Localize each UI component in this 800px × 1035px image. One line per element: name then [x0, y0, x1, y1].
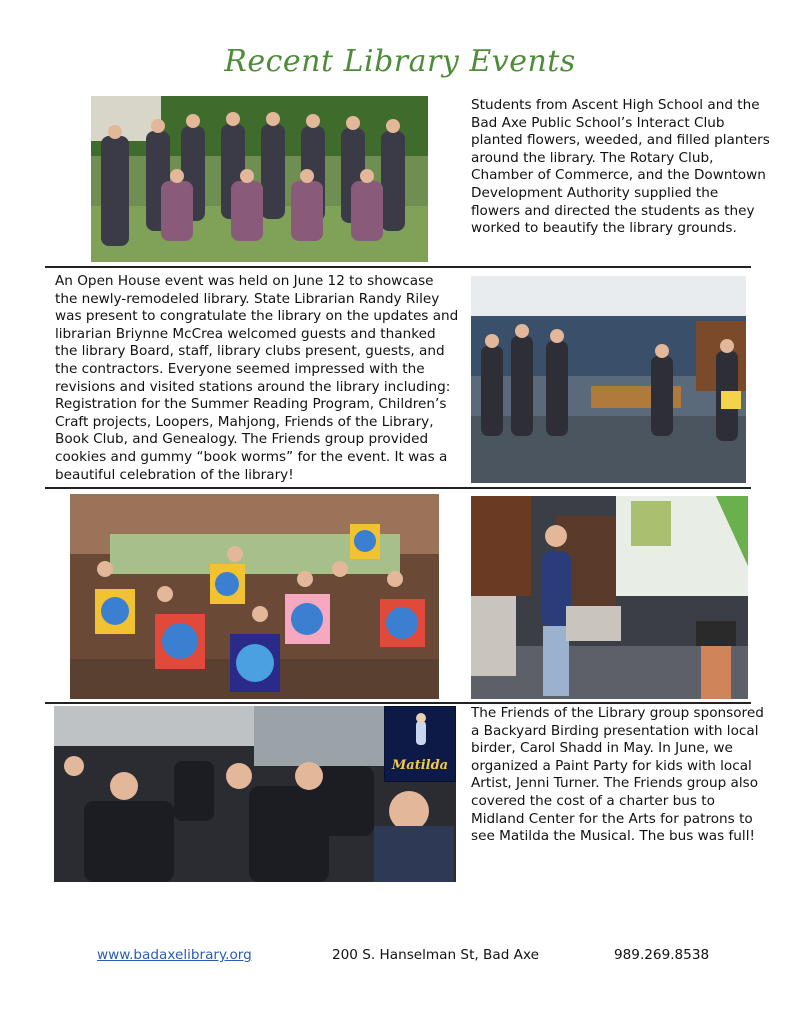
section-divider [45, 702, 751, 704]
library-phone: 989.269.8538 [614, 947, 710, 963]
website-link[interactable]: www.badaxelibrary.org [97, 947, 252, 963]
plant-flowers-paragraph: Students from Ascent High School and the Bad Axe Public School’s Interact Club planted flowers, weeded, and filled planters around the library. The Rotary Club, Chamber of Commerce, and the Downtown Development Authority supplied the flowers and directed the students as they worked to beautify the library grounds. [471, 97, 770, 237]
paint-party-photo [70, 494, 439, 699]
matilda-poster [384, 706, 456, 782]
birding-presentation-photo [471, 496, 748, 699]
page-title: Recent Library Events [224, 44, 576, 79]
section-divider [45, 487, 751, 489]
section-divider [45, 266, 751, 268]
students-group-photo [91, 96, 428, 262]
open-house-photo [471, 276, 746, 483]
friends-group-paragraph: The Friends of the Library group sponsored a Backyard Birding presentation with local birder, Carol Shadd in May. In June, we organized a Paint Party for kids with local Artist, Jenni Turner. The Friends group also covered the cost of a charter bus to Midland Center for the Arts for patrons to see Matilda the Musical. The bus was full! [471, 705, 764, 845]
library-address: 200 S. Hanselman St, Bad Axe [332, 947, 539, 963]
open-house-paragraph: An Open House event was held on June 12 to showcase the newly-remodeled library. State Librarian Randy Riley was present to congratulate the library on the updates and librarian Briynne McCrea welcomed guests and thanked the library Board, staff, library clubs present, guests, and the contractors. Everyone seemed impressed with the revisions and visited stations around the library including: Registration for the Summer Reading Program, Children’s Craft projects, Loopers, Mahjong, Friends of the Library, Book Club, and Genealogy. The Friends group provided cookies and gummy “book worms” for the event. It was a beautiful celebration of the library! [55, 273, 459, 483]
poster-title: Matilda [391, 758, 449, 773]
